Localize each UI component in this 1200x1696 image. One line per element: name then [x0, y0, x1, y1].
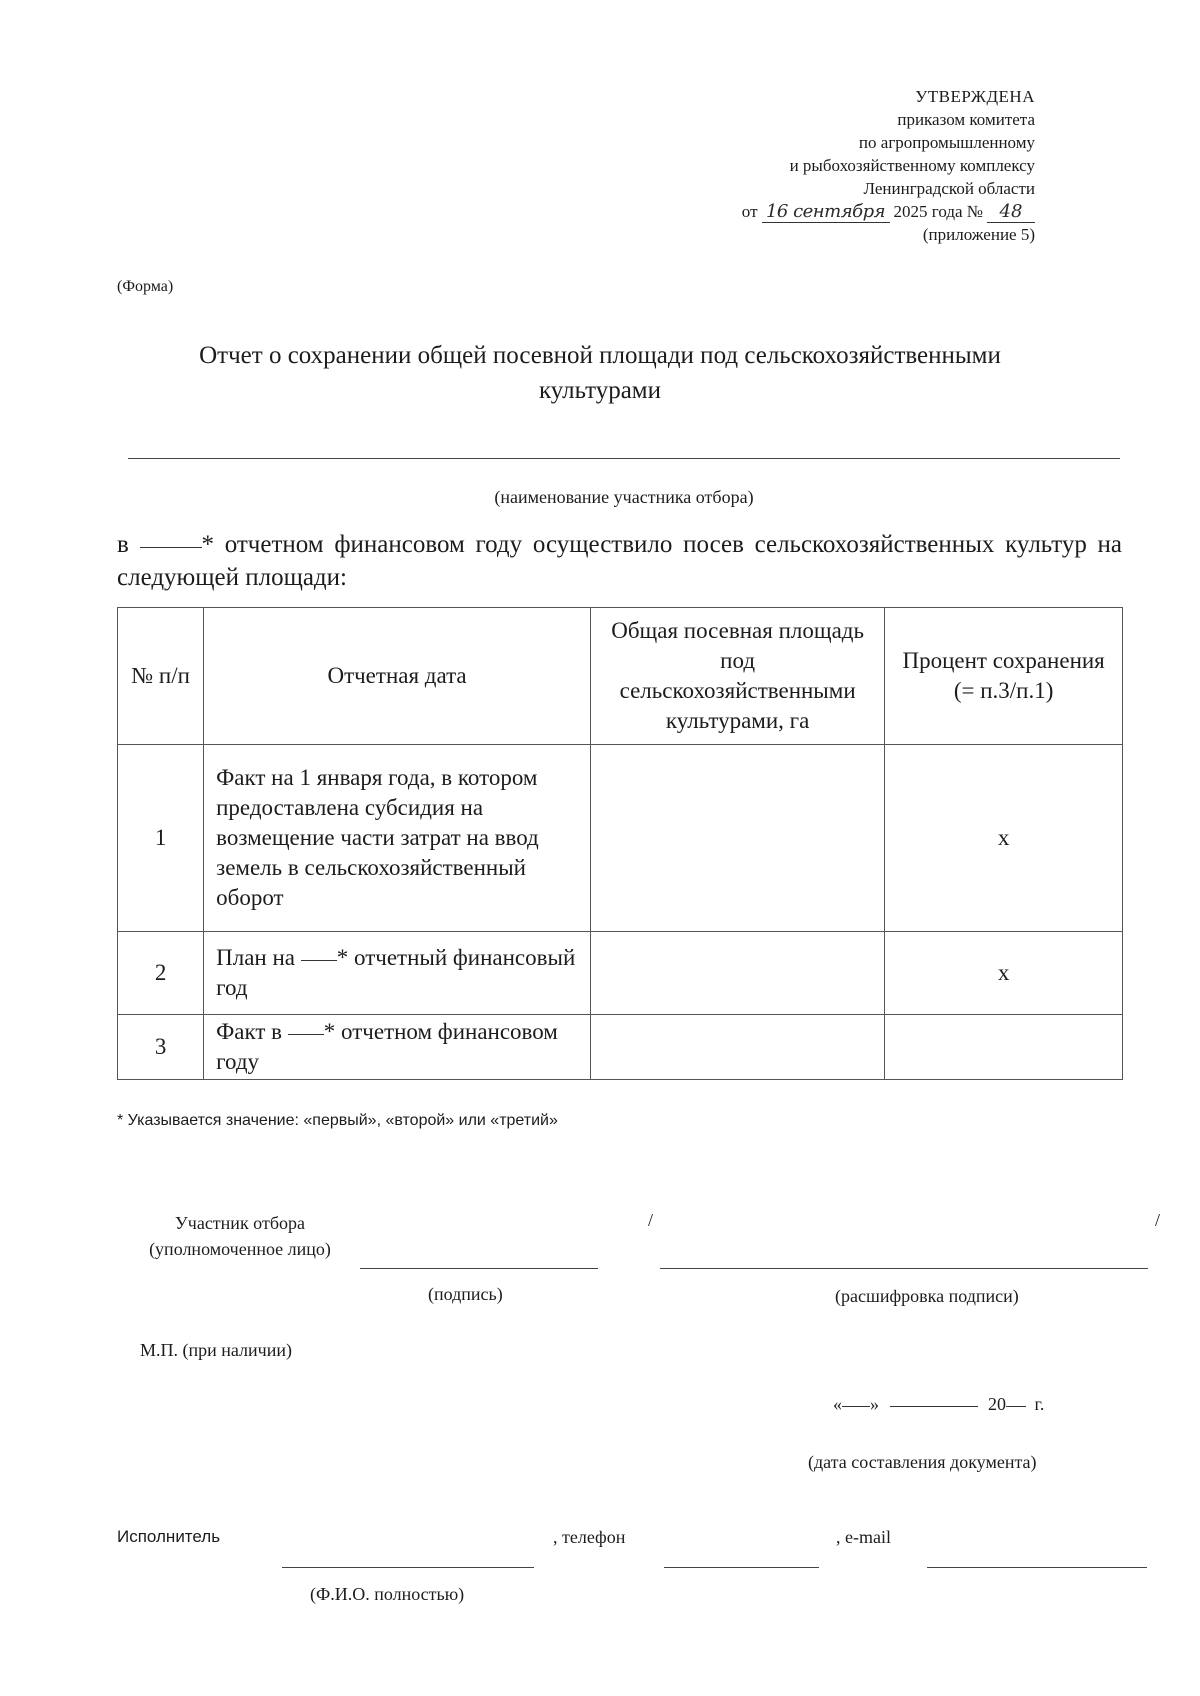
row-date-suffix: * отчетном финансовом году — [216, 1019, 558, 1074]
table-header-row — [118, 608, 1123, 745]
order-number-handwritten: 48 — [987, 202, 1035, 223]
row-area-cell[interactable] — [590, 932, 884, 1015]
row-date — [204, 932, 591, 1015]
executor-label: Исполнитель — [117, 1527, 221, 1546]
executor-phone-label: , телефон — [553, 1527, 626, 1547]
row-num: 1 — [118, 745, 204, 932]
appendix-label: (приложение 5) — [922, 225, 1035, 244]
approval-line: по агропромышленному — [858, 133, 1035, 152]
month-blank[interactable] — [890, 1405, 978, 1407]
participant-caption: (наименование участника отбора) — [494, 487, 754, 507]
title-line-2: культурами — [538, 377, 661, 404]
intro-prefix: в — [117, 531, 129, 558]
order-line — [742, 200, 1035, 223]
row-num: 2 — [118, 932, 204, 1015]
order-year-text: 2025 года № — [893, 202, 983, 221]
signature-decode-line[interactable] — [660, 1268, 1148, 1269]
signatory-label-line-1: Участник отбора — [175, 1213, 305, 1233]
row-area-cell[interactable] — [590, 1015, 884, 1080]
table-row — [118, 745, 1123, 932]
row-percent: х — [885, 932, 1123, 1015]
row-ordinal-blank[interactable] — [301, 959, 337, 961]
participant-name-line[interactable] — [128, 458, 1120, 459]
row-date-prefix: План на — [216, 945, 295, 970]
row-date-prefix: Факт в — [216, 1019, 283, 1044]
footnote: * Указывается значение: «первый», «второй» или «третий» — [117, 1112, 558, 1129]
title-line-1: Отчет о сохранении общей посевной площади под сельскохозяйственными — [199, 342, 1001, 369]
signature-slash-left: / — [648, 1210, 654, 1230]
year-prefix: 20 — [988, 1394, 1006, 1414]
header-percent: Процент сохранения (= п.3/п.1) — [885, 608, 1123, 745]
approval-block — [742, 85, 1035, 246]
executor-name-line[interactable] — [282, 1567, 534, 1568]
table-row — [118, 932, 1123, 1015]
row-percent: х — [885, 745, 1123, 932]
intro-paragraph — [117, 528, 1122, 594]
signatory-label — [120, 1210, 360, 1262]
stamp-label: М.П. (при наличии) — [140, 1340, 292, 1360]
header-area: Общая посевная площадь под сельскохозяйственными культурами, га — [590, 608, 884, 745]
row-date — [204, 1015, 591, 1080]
table-row — [118, 1015, 1123, 1080]
form-label: (Форма) — [117, 278, 174, 295]
row-date-suffix: * отчетный финансовый год — [216, 945, 576, 1000]
document-date-line — [833, 1394, 1044, 1415]
row-area-cell[interactable] — [590, 745, 884, 932]
approval-line: приказом комитета — [897, 110, 1035, 129]
order-from-prefix: от — [741, 202, 758, 221]
date-open-quote: « — [833, 1394, 842, 1414]
header-date: Отчетная дата — [204, 608, 591, 745]
executor-caption: (Ф.И.О. полностью) — [310, 1584, 465, 1604]
signature-line[interactable] — [360, 1268, 598, 1269]
signature-decode-caption: (расшифровка подписи) — [835, 1286, 1019, 1306]
header-num: № п/п — [118, 608, 204, 745]
approval-line: Ленинградской области — [863, 179, 1035, 198]
document-title — [130, 338, 1070, 408]
date-caption: (дата составления документа) — [808, 1452, 1037, 1472]
year-blank[interactable] — [1006, 1405, 1026, 1407]
date-close-quote: » — [870, 1394, 879, 1414]
row-num: 3 — [118, 1015, 204, 1080]
executor-email-line[interactable] — [927, 1567, 1147, 1568]
day-blank[interactable] — [842, 1405, 870, 1407]
row-date: Факт на 1 января года, в котором предоставлена субсидия на возмещение части затрат на ввод земель в сельскохозяйственный оборот — [204, 745, 591, 932]
executor-email-label: , e-mail — [836, 1527, 891, 1547]
signature-slash-right: / — [1155, 1210, 1161, 1230]
executor-phone-line[interactable] — [664, 1567, 819, 1568]
year-suffix: г. — [1034, 1394, 1045, 1414]
year-ordinal-blank[interactable] — [140, 546, 202, 548]
report-table — [117, 607, 1123, 1080]
signatory-label-line-2: (уполномоченное лицо) — [149, 1239, 331, 1259]
row-percent-cell[interactable] — [885, 1015, 1123, 1080]
signature-caption: (подпись) — [428, 1284, 503, 1304]
intro-suffix: * отчетном финансовом году осуществило посев сельскохозяйственных культур на следующей площади: — [117, 531, 1123, 591]
approval-heading: УТВЕРЖДЕНА — [915, 87, 1035, 106]
row-ordinal-blank[interactable] — [288, 1033, 324, 1035]
approval-line: и рыбохозяйственному комплексу — [789, 156, 1035, 175]
order-date-handwritten: 16 сентября — [762, 202, 890, 223]
